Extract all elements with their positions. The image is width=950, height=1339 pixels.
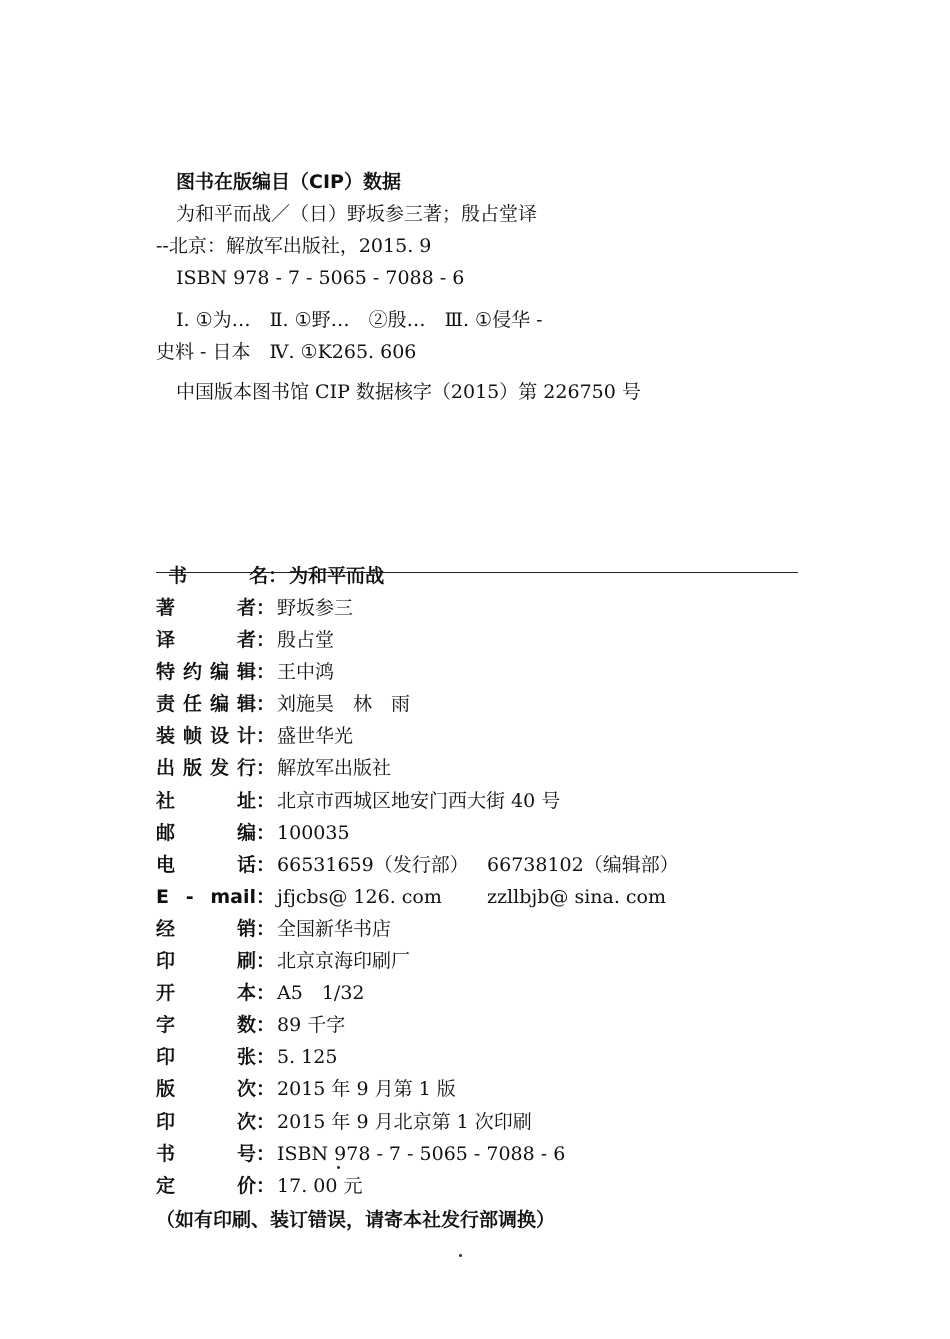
detail-value: 解放军出版社	[277, 757, 392, 780]
detail-label: 责任编辑	[156, 693, 256, 716]
detail-row-responsible-editor	[156, 688, 856, 720]
book-title-row	[156, 528, 384, 592]
detail-row-email	[156, 881, 856, 913]
detail-row-sheets	[156, 1041, 856, 1073]
detail-label: 出版发行	[156, 757, 256, 780]
colon: ：	[256, 725, 276, 748]
book-title-value: 为和平而战	[289, 565, 385, 587]
colon: ：	[256, 789, 276, 812]
cip-subject-line: Ⅰ. ①为… Ⅱ. ①野… ②殷… Ⅲ. ①侵华 -	[176, 309, 543, 331]
cip-subject-line-continued: 史料 - 日本 Ⅳ. ①K265. 606	[156, 341, 417, 363]
cip-publisher-line: --北京：解放军出版社，2015. 9	[156, 235, 432, 257]
detail-label: E - mail	[156, 885, 256, 908]
detail-row-price	[156, 1170, 856, 1202]
detail-label: 装帧设计	[156, 725, 256, 748]
colon: ：	[256, 1078, 276, 1101]
detail-value: 野坂参三	[277, 597, 354, 619]
detail-value: 17. 00 元	[277, 1174, 363, 1197]
cip-block	[156, 166, 816, 408]
detail-value: 王中鸿	[277, 661, 335, 684]
publication-details	[156, 592, 856, 1202]
colon: ：	[256, 1174, 276, 1197]
detail-value: 殷占堂	[277, 629, 335, 652]
detail-value: ISBN 978 - 7 - 5065 - 7088 - 6	[277, 1142, 566, 1165]
colon: ：	[256, 853, 276, 876]
colon: ：	[256, 885, 276, 908]
colon: ：	[256, 629, 276, 652]
detail-label: 邮 编	[156, 821, 256, 844]
detail-label: 印 次	[156, 1110, 256, 1133]
detail-value: 2015 年 9 月第 1 版	[277, 1078, 456, 1101]
detail-value: A5 1/32	[277, 982, 365, 1005]
colon: ：	[256, 1014, 276, 1037]
colon: ：	[256, 1142, 276, 1165]
colon: ：	[256, 661, 276, 684]
colon: ：	[256, 757, 276, 780]
detail-label: 书 号	[156, 1142, 256, 1165]
detail-value: 100035	[277, 821, 350, 844]
cip-isbn-line: ISBN 978 - 7 - 5065 - 7088 - 6	[176, 267, 465, 289]
detail-row-edition	[156, 1073, 856, 1105]
detail-row-isbn	[156, 1138, 856, 1170]
detail-value: 89 千字	[277, 1014, 346, 1037]
colon: ：	[256, 693, 276, 716]
detail-row-word-count	[156, 1009, 856, 1041]
cip-title-line: 为和平而战／（日）野坂参三著；殷占堂译	[176, 203, 538, 225]
colon: ：	[256, 982, 276, 1005]
detail-row-printing	[156, 1106, 856, 1138]
detail-label: 印 张	[156, 1046, 256, 1069]
detail-label: 特约编辑	[156, 661, 256, 684]
detail-label: 定 价	[156, 1174, 256, 1197]
cip-heading: 图书在版编目（CIP）数据	[176, 171, 401, 193]
detail-value-secondary: 66738102（编辑部）	[487, 853, 679, 876]
colon: ：	[256, 1046, 276, 1069]
colon: ：	[256, 917, 276, 940]
print-speck	[459, 1254, 462, 1257]
detail-label: 版 次	[156, 1078, 256, 1101]
colon: ：	[256, 821, 276, 844]
detail-value-secondary: zzllbjb@ sina. com	[487, 885, 667, 908]
detail-row-special-editor	[156, 656, 856, 688]
detail-label: 社 址	[156, 789, 256, 812]
colon: ：	[256, 597, 276, 619]
detail-row-author	[156, 592, 856, 624]
detail-value: 5. 125	[277, 1046, 338, 1069]
detail-row-cover-design	[156, 720, 856, 752]
print-speck	[337, 1166, 340, 1169]
detail-row-format	[156, 977, 856, 1009]
detail-row-phone	[156, 849, 856, 881]
detail-value: 刘施昊 林 雨	[277, 693, 411, 716]
detail-label: 字 数	[156, 1014, 256, 1037]
colon: ：	[268, 565, 288, 587]
divider-line	[156, 572, 798, 573]
detail-label: 电 话	[156, 853, 256, 876]
detail-value: 盛世华光	[277, 725, 354, 748]
detail-label: 经 销	[156, 917, 256, 940]
detail-row-address	[156, 785, 856, 817]
detail-label: 印 刷	[156, 950, 256, 973]
detail-value: jfjcbs@ 126. com	[277, 885, 442, 908]
detail-label: 译 者	[156, 629, 256, 652]
detail-row-postcode	[156, 817, 856, 849]
colon: ：	[256, 1110, 276, 1133]
book-title-label: 书 名	[168, 565, 269, 587]
detail-row-publisher	[156, 752, 856, 784]
detail-value: 66531659（发行部）	[277, 853, 469, 876]
detail-value: 北京京海印刷厂	[277, 950, 411, 973]
colon: ：	[256, 950, 276, 973]
detail-value: 全国新华书店	[277, 917, 392, 940]
detail-value: 北京市西城区地安门西大街 40 号	[277, 789, 561, 812]
replacement-note: （如有印刷、装订错误，请寄本社发行部调换）	[156, 1209, 556, 1231]
detail-row-printer	[156, 945, 856, 977]
cip-record-number: 中国版本图书馆 CIP 数据核字（2015）第 226750 号	[176, 381, 641, 403]
detail-value: 2015 年 9 月北京第 1 次印刷	[277, 1110, 532, 1133]
detail-row-distributor	[156, 913, 856, 945]
detail-label: 开 本	[156, 982, 256, 1005]
detail-row-translator	[156, 624, 856, 656]
detail-label: 著 者	[156, 597, 256, 619]
